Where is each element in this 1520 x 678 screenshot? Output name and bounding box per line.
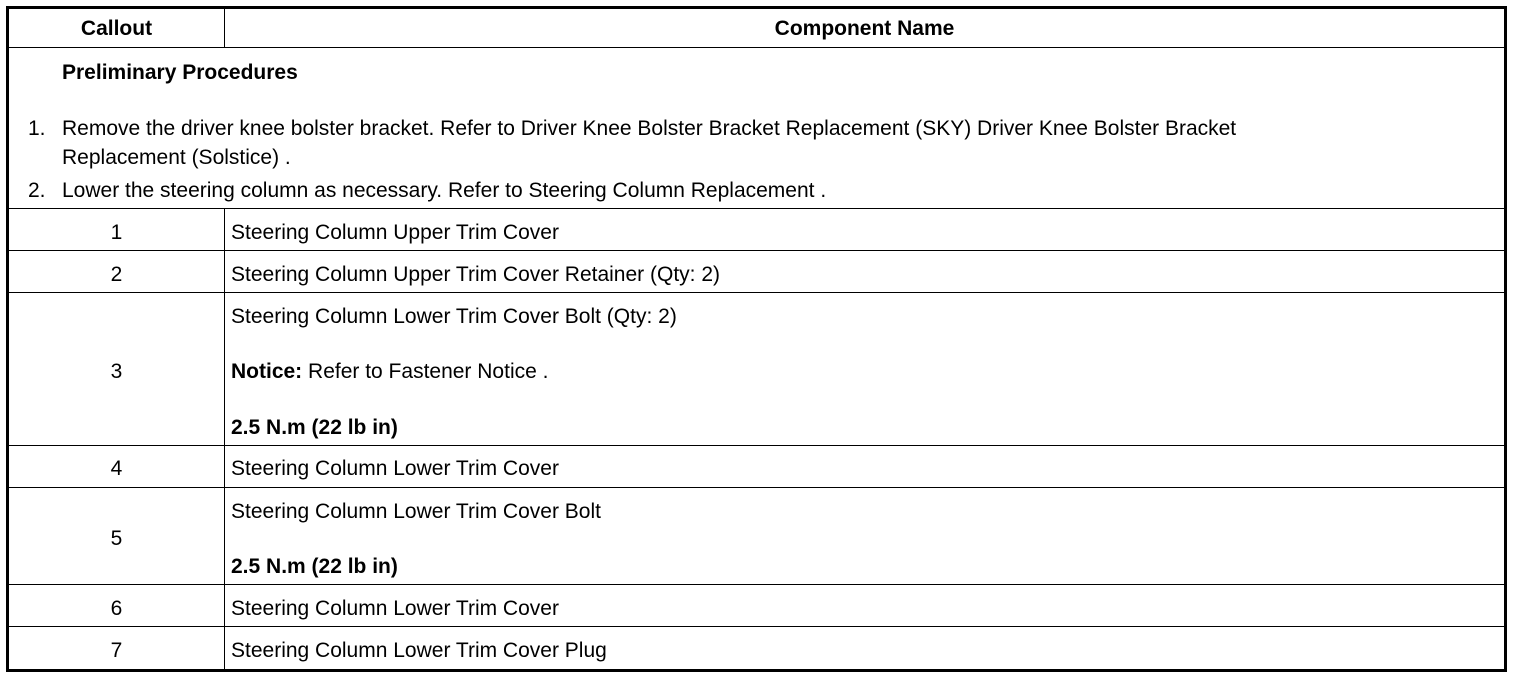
component-name: Steering Column Lower Trim Cover [231, 597, 559, 620]
component-table [6, 6, 1507, 672]
callout-number: 2 [110, 263, 123, 286]
column-divider [224, 208, 225, 669]
step-number: 1. [28, 117, 46, 140]
row-divider [9, 250, 1504, 251]
component-name: Steering Column Lower Trim Cover Plug [231, 639, 607, 662]
header-divider [9, 47, 1504, 48]
step-text: Replacement (Solstice) . [62, 146, 291, 169]
callout-number: 5 [110, 527, 123, 550]
step-number: 2. [28, 179, 46, 202]
torque-spec: 2.5 N.m (22 lb in) [231, 416, 398, 439]
component-name: Steering Column Lower Trim Cover Bolt [231, 500, 601, 523]
notice-text: Refer to Fastener Notice . [302, 360, 549, 383]
component-name: Steering Column Lower Trim Cover Bolt (Qty: 2) [231, 305, 677, 328]
component-name: Steering Column Upper Trim Cover [231, 221, 559, 244]
callout-number: 1 [110, 221, 123, 244]
row-divider [9, 445, 1504, 446]
preliminary-title: Preliminary Procedures [62, 61, 298, 84]
header-callout: Callout [80, 17, 153, 40]
notice-line [231, 360, 548, 384]
step-text: Remove the driver knee bolster bracket. Refer to Driver Knee Bolster Bracket Replacement (SKY) Driver Knee Bolster Bracket [62, 117, 1237, 140]
callout-number: 4 [110, 457, 123, 480]
row-divider [9, 626, 1504, 627]
row-divider [9, 208, 1504, 209]
notice-label: Notice: [231, 360, 303, 383]
header-component-name: Component Name [774, 17, 955, 40]
step-text: Lower the steering column as necessary. Refer to Steering Column Replacement . [62, 179, 827, 202]
callout-number: 7 [110, 639, 123, 662]
torque-spec: 2.5 N.m (22 lb in) [231, 555, 398, 578]
row-divider [9, 292, 1504, 293]
component-name: Steering Column Upper Trim Cover Retainer (Qty: 2) [231, 263, 720, 286]
row-divider [9, 584, 1504, 585]
component-name: Steering Column Lower Trim Cover [231, 457, 559, 480]
callout-number: 3 [110, 360, 123, 383]
callout-number: 6 [110, 597, 123, 620]
row-divider [9, 487, 1504, 488]
